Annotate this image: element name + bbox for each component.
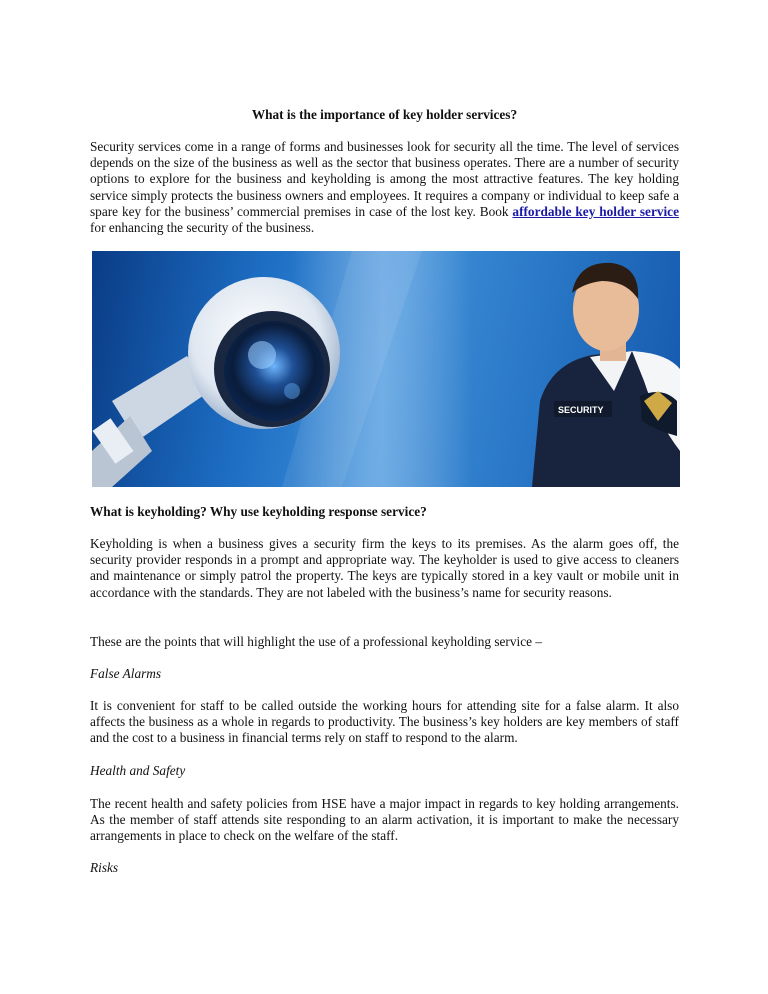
security-camera-guard-image [92,251,680,487]
point-heading-false-alarms: False Alarms [90,666,162,681]
section-heading: What is keyholding? Why use keyholding response service? [90,504,427,519]
affordable-key-holder-service-link[interactable]: affordable key holder service [512,203,679,219]
point-text-health-safety: The recent health and safety policies from HSE have a major impact in regards to key holding arrangements. As the member of staff attends site responding to an alarm activation, it is important to make the necessary arrangements in place to check on the welfare of the staff. [90,796,679,844]
intro-paragraph [90,139,679,236]
point-text-false-alarms: It is convenient for staff to be called outside the working hours for attending site for a false alarm. It also affects the business as a whole in regards to productivity. The business’s key holders are key members of staff and the cost to a business in financial terms rely on staff to respond to the alarm. [90,698,679,746]
point-heading-health-safety: Health and Safety [90,763,186,778]
intro-text-after-link: for enhancing the security of the business. [90,220,315,236]
lens-reflection-small [284,383,300,399]
security-badge-text: SECURITY [558,405,604,415]
hero-illustration [92,251,680,487]
intro-text-before-link: Security services come in a range of forms and businesses look for security all the time. The level of services depends on the size of the business as well as the sector that business operates. There are a number of security options to explore for the business and keyholding is among the most attractive features. The key holding service simply protects the business owners and employees. It requires a company or individual to keep safe a spare key for the business’ commercial premises in case of the lost key. Book [90,139,679,219]
point-heading-risks: Risks [90,860,119,875]
points-intro: These are the points that will highlight the use of a professional keyholding service – [90,634,542,649]
lens-reflection [248,341,276,369]
document-title: What is the importance of key holder services? [251,107,518,122]
keyholding-paragraph: Keyholding is when a business gives a security firm the keys to its premises. As the alarm goes off, the security provider responds in a prompt and appropriate way. The keyholder is used to give access to cleaners and maintenance or simply patrol the property. The keys are typically stored in a key vault or mobile unit in accordance with the standards. They are not labeled with the business’s name for security reasons. [90,536,679,600]
camera-lens [224,321,324,421]
